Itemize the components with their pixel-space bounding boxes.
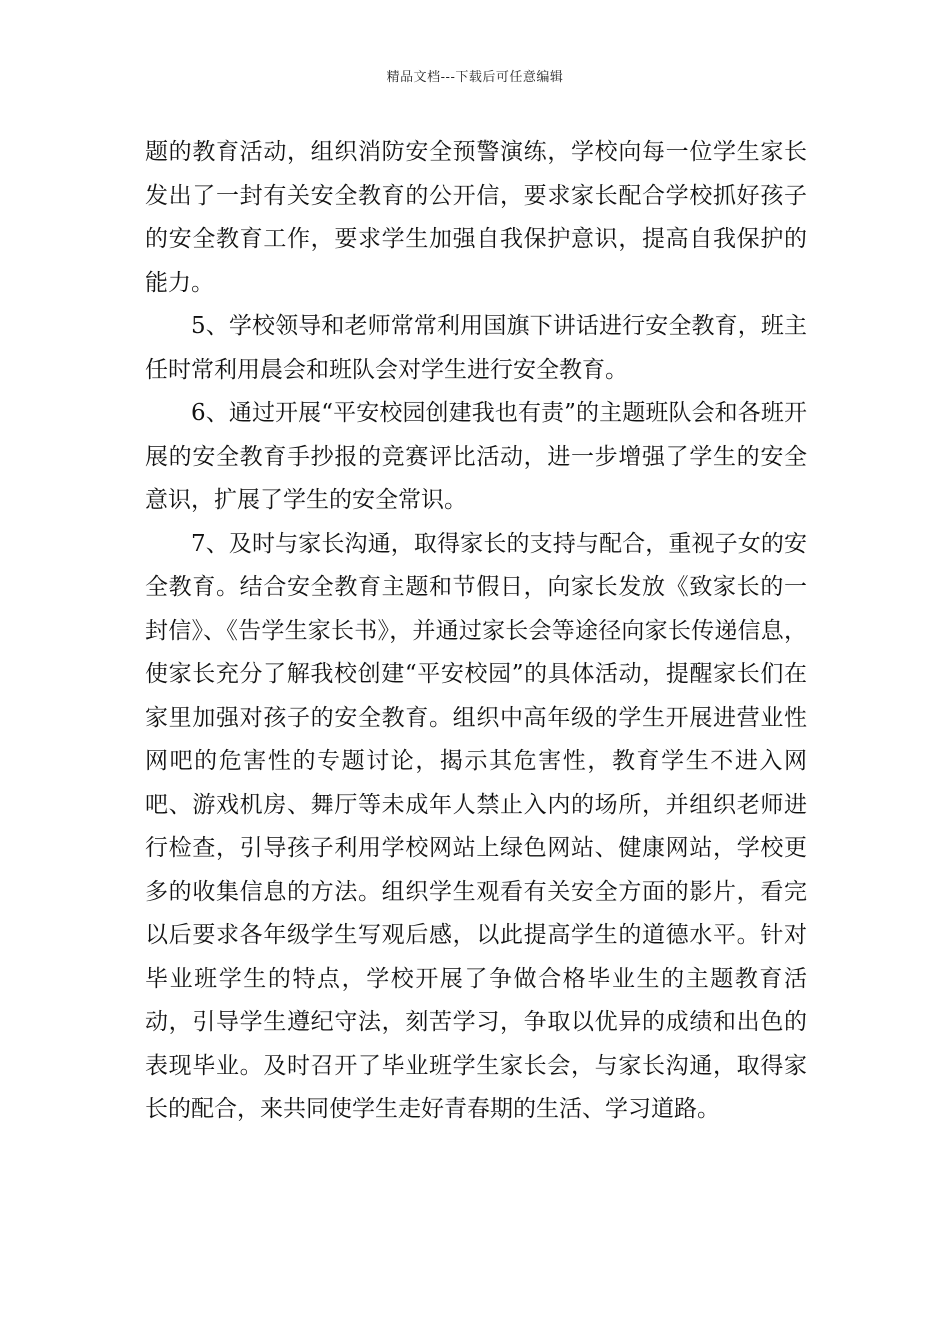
paragraph-item-5: 5、学校领导和老师常常利用国旗下讲话进行安全教育，班主任时常利用晨会和班队会对学生进行安全教育。 (145, 313, 807, 383)
page-header: 精品文档---下载后可任意编辑 (386, 70, 564, 85)
paragraph-continued: 题的教育活动，组织消防安全预警演练，学校向每一位学生家长发出了一封有关安全教育的公开信，要求家长配合学校抓好孩子的安全教育工作，要求学生加强自我保护意识，提高自我保护的能力。 (145, 139, 807, 296)
paragraph-item-6: 6、通过开展“平安校园创建我也有责”的主题班队会和各班开展的安全教育手抄报的竞赛评比活动，进一步增强了学生的安全意识，扩展了学生的安全常识。 (145, 400, 807, 513)
document-body (145, 131, 807, 1132)
paragraph-item-7: 7、及时与家长沟通，取得家长的支持与配合，重视子女的安全教育。结合安全教育主题和节假日，向家长发放《致家长的一封信》、《告学生家长书》，并通过家长会等途径向家长传递信息，使家长充分了解我校创建“平安校园”的具体活动，提醒家长们在家里加强对孩子的安全教育。组织中高年级的学生开展进营业性网吧的危害性的专题讨论，揭示其危害性，教育学生不进入网吧、游戏机房、舞厅等未成年人禁止入内的场所，并组织老师进行检查，引导孩子利用学校网站上绿色网站、健康网站，学校更多的收集信息的方法。组织学生观看有关安全方面的影片，看完以后要求各年级学生写观后感，以此提高学生的道德水平。针对毕业班学生的特点，学校开展了争做合格毕业生的主题教育活动，引导学生遵纪守法，刻苦学习，争取以优异的成绩和出色的表现毕业。及时召开了毕业班学生家长会，与家长沟通，取得家长的配合，来共同使学生走好青春期的生活、学习道路。 (145, 530, 807, 1122)
